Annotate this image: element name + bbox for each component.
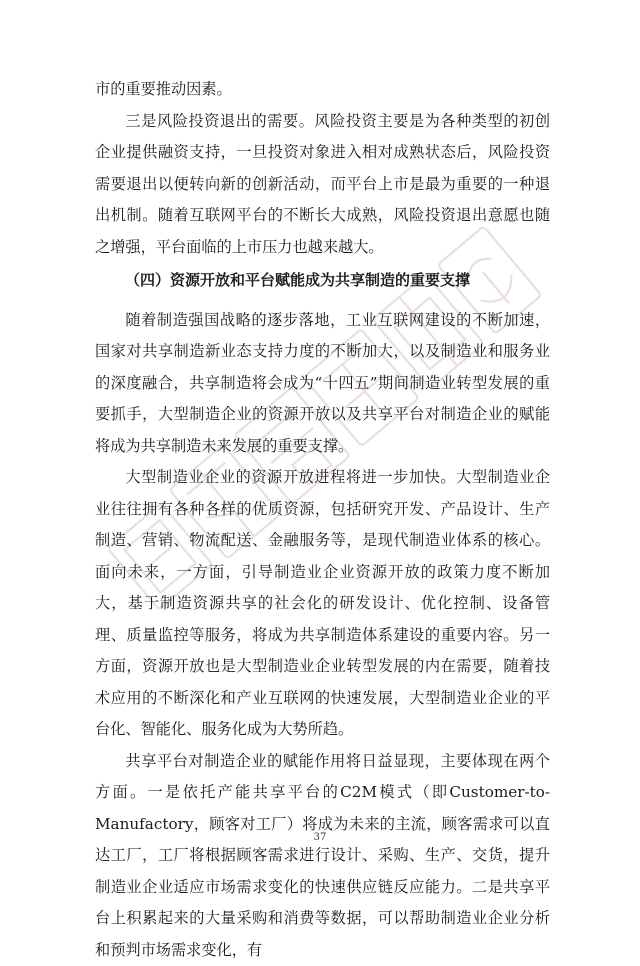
- section-heading: （四）资源开放和平台赋能成为共享制造的重要支撑: [95, 265, 550, 297]
- paragraph-platform-empowerment: 共享平台对制造企业的赋能作用将日益显现，主要体现在两个方面。一是依托产能共享平台的C2M模式（即Customer-to- Manufactory，顾客对工厂）将成为未来的主流，顾客需求可以直达工厂，工厂将根据顾客需求进行设计、采购、生产、交货，提升制造业企业适应市场需求变化的快速供应链反应能力。二是共享平台上积累起来的大量采购和消费等数据，可以帮助制造业企业分析和预判市场需求变化，有: [95, 746, 550, 966]
- paragraph-manufacturing-strategy: 随着制造强国战略的逐步落地，工业互联网建设的不断加速，国家对共享制造新业态支持力度的不断加大，以及制造业和服务业的深度融合，共享制造将会成为“十四五”期间制造业转型发展的重要抓手，大型制造企业的资源开放以及共享平台对制造企业的赋能将成为共享制造未来发展的重要支撑。: [95, 305, 550, 463]
- page-number: 37: [0, 832, 640, 843]
- paragraph-resource-opening: 大型制造业企业的资源开放进程将进一步加快。大型制造业企业往往拥有各种各样的优质资源，包括研究开发、产品设计、生产制造、营销、物流配送、金融服务等，是现代制造业体系的核心。面向未来，一方面，引导制造业企业资源开放的政策力度不断加大，基于制造资源共享的社会化的研发设计、优化控制、设备管理、质量监控等服务，将成为共享制造体系建设的重要内容。另一方面，资源开放也是大型制造业企业转型发展的内在需要，随着技术应用的不断深化和产业互联网的快速发展，大型制造业企业的平台化、智能化、服务化成为大势所趋。: [95, 462, 550, 746]
- paragraph-exit-need: 三是风险投资退出的需要。风险投资主要是为各种类型的初创企业提供融资支持，一旦投资对象进入相对成熟状态后，风险投资需要退出以便转向新的创新活动，而平台上市是最为重要的一种退出机制。随着互联网平台的不断长大成熟，风险投资退出意愿也随之增强，平台面临的上市压力也越来越大。: [95, 106, 550, 264]
- paragraph-continuation: 市的重要推动因素。: [95, 74, 550, 106]
